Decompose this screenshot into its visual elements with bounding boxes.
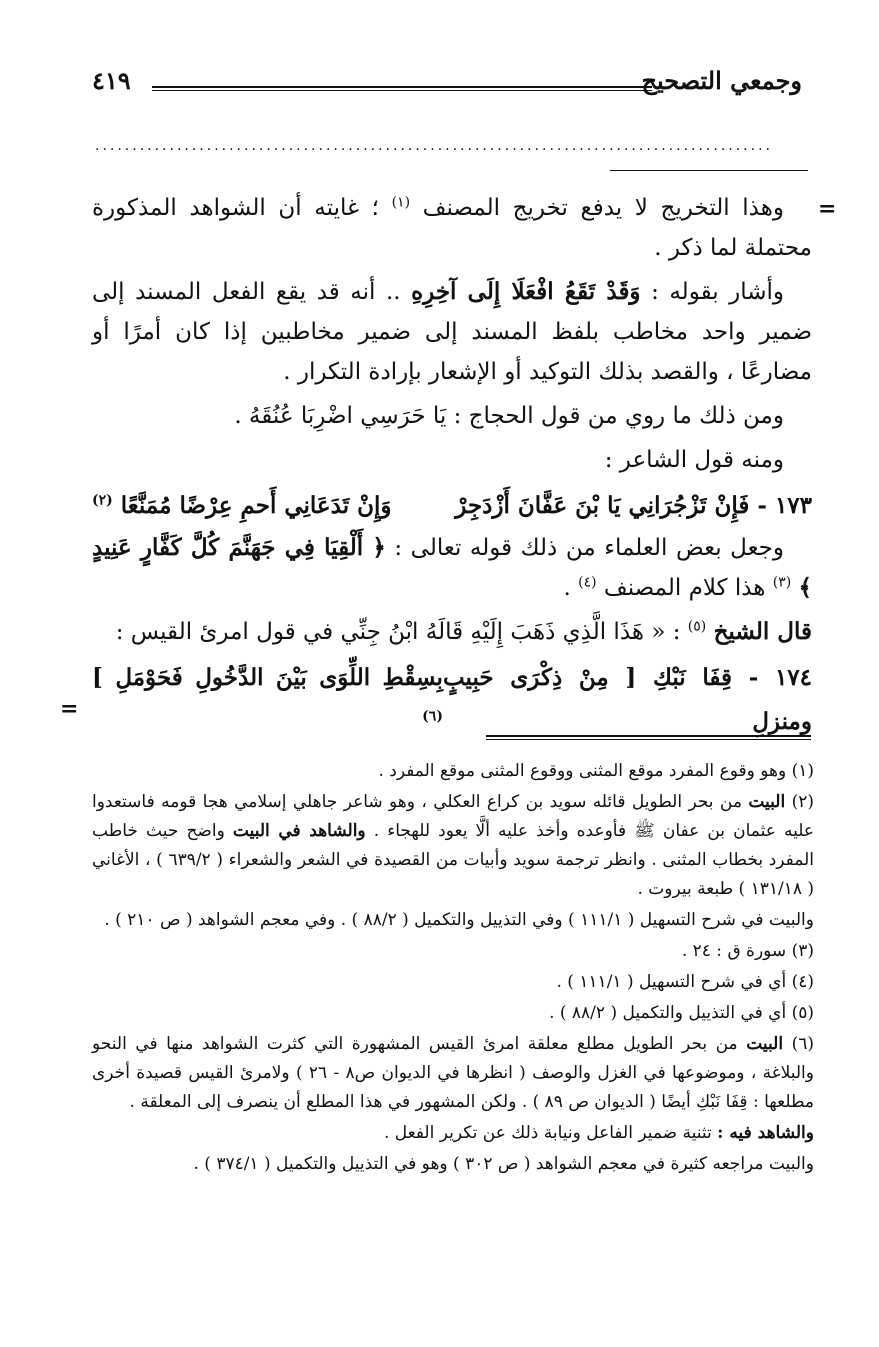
header-rule (152, 86, 652, 91)
footnote-2-continued: والبيت في شرح التسهيل ( ١١١/١ ) وفي التذييل والتكميل ( ٨٨/٢ ) . وفي معجم الشواهد ( ص ٢١٠ ) . (104, 910, 814, 930)
page-number: ٤١٩ (92, 66, 131, 95)
footnotes (92, 757, 814, 1181)
verse-174-first-hemistich: ١٧٤ - قِفَا نَبْكِ [ مِنْ ذِكْرَى حَبِيبٍ ومنزلِ (442, 664, 812, 735)
verse-173-first-hemistich: ١٧٣ - فَإِنْ تَزْجُرَانِي يَا بْنَ عَفَّانَ أَزْدَجِرْ (455, 492, 812, 519)
paragraph-2: وأشار بقوله : وَقَدْ تَقَعُ افْعَلَا إِلَى آخِرِهِ .. أنه قد يقع الفعل المسند إلى ضمير واحد مخاطب بلفظ المسند إلى ضمير مخاطبين إذا كان أمرًا أو مضارعًا ، والقصد بذلك التوكيد أو الإشعار بإرادة التكرار . (92, 278, 812, 385)
footnote-1: (١) وهو وقوع المفرد موقع المثنى ووقوع المثنى موقع المفرد . (378, 761, 814, 781)
footnote-3: (٣) سورة ق : ٢٤ . (681, 941, 814, 961)
running-title: وجمعي التصحيح (641, 66, 802, 95)
paragraph-6: قال الشيخ $^{(٥)}$ : « هَذَا الَّذِي ذَهَبَ إِلَيْهِ قَالَهُ ابْنُ جِنِّي في قول امرئ القيس : (115, 618, 812, 645)
footnote-4: (٤) أي في شرح التسهيل ( ١١١/١ ) . (556, 972, 814, 992)
dotted-separator: ........................................................................................... (95, 138, 773, 154)
quran-quote: ﴿ أَلْقِيَا فِي جَهَنَّمَ كُلَّ كَفَّارٍ عَنِيدٍ ﴾ (92, 534, 812, 601)
footnote-6: (٦) البيت من بحر الطويل مطلع معلقة امرئ القيس المشهورة التي كثرت الشواهد منها في النحو والبلاغة ، وموضوعها في الغزل والوصف ( انظرها في الديوان ص٨ - ٢٦ ) ولامرئ القيس قصيدة أخرى مطلعها : قِفَا نَبْكِ أيضًا ( الديوان ص ٨٩ ) . ولكن المشهور في هذا المطلع أن ينصرف إلى المعلقة . (92, 1034, 814, 1112)
footnote-5: (٥) أي في التذييل والتكميل ( ٨٨/٢ ) . (549, 1003, 814, 1023)
footnote-separator (486, 735, 811, 737)
verse-173 (92, 484, 812, 528)
footnote-2: (٢) البيت من بحر الطويل قائله سويد بن كراع العكلي ، وهو شاعر جاهلي إسلامي هجا قومه فاستعدوا عليه عثمان بن عفان ﷺ فأوعده وأخذ عليه ألَّا يعود للهجاء . والشاهد في البيت واضح حيث خاطب المفرد بخطاب المثنى . وانظر ترجمة سويد وأبيات من القصيدة في الشعر والشعراء ( ٦٣٩/٢ ) ، الأغاني ( ١٣١/١٨ ) طبعة بيروت . (92, 792, 815, 899)
footnote-6-references: والبيت مراجعه كثيرة في معجم الشواهد ( ص ٣٠٢ ) وهو في التذييل والتكميل ( ٣٧٤/١ ) . (193, 1154, 814, 1174)
paragraph-4: ومنه قول الشاعر : (604, 447, 784, 473)
page-header (92, 64, 812, 104)
paragraph-5: وجعل بعض العلماء من ذلك قوله تعالى : ﴿ أَلْقِيَا فِي جَهَنَّمَ كُلَّ كَفَّارٍ عَنِيدٍ ﴾ $^{(٣)}$ هذا كلام المصنف $^{(٤)}$ . (92, 534, 812, 601)
footnote-separator-thin (486, 739, 811, 740)
verse-173-second-hemistich: وَإِنْ تَدَعَانِي أَحمِ عِرْضًا مُمَنَّعًا $^{(٢)}$ (92, 492, 392, 519)
paragraph-3: ومن ذلك ما روي من قول الحجاج : يَا حَرَسِي اضْرِبَا عُنُقَهُ . (234, 403, 784, 429)
continuation-mark-bottom: = (60, 696, 79, 722)
footnote-6-shahid: والشاهد فيه : تثنية ضمير الفاعل ونيابة ذلك عن تكرير الفعل . (383, 1123, 814, 1143)
verse-174 (92, 656, 812, 744)
short-rule (610, 170, 808, 171)
verse-174-second-hemistich: بِسِقْطِ اللِّوَى بَيْنَ الدَّخُولِ فَحَوْمَلِ ] $^{(٦)}$ (92, 664, 443, 725)
main-text (92, 188, 812, 744)
continuation-mark-top: = (818, 196, 837, 222)
paragraph-1: وهذا التخريج لا يدفع تخريج المصنف $^{(١)}$ ؛ غايته أن الشواهد المذكورة محتملة لما ذكر . (92, 194, 812, 261)
